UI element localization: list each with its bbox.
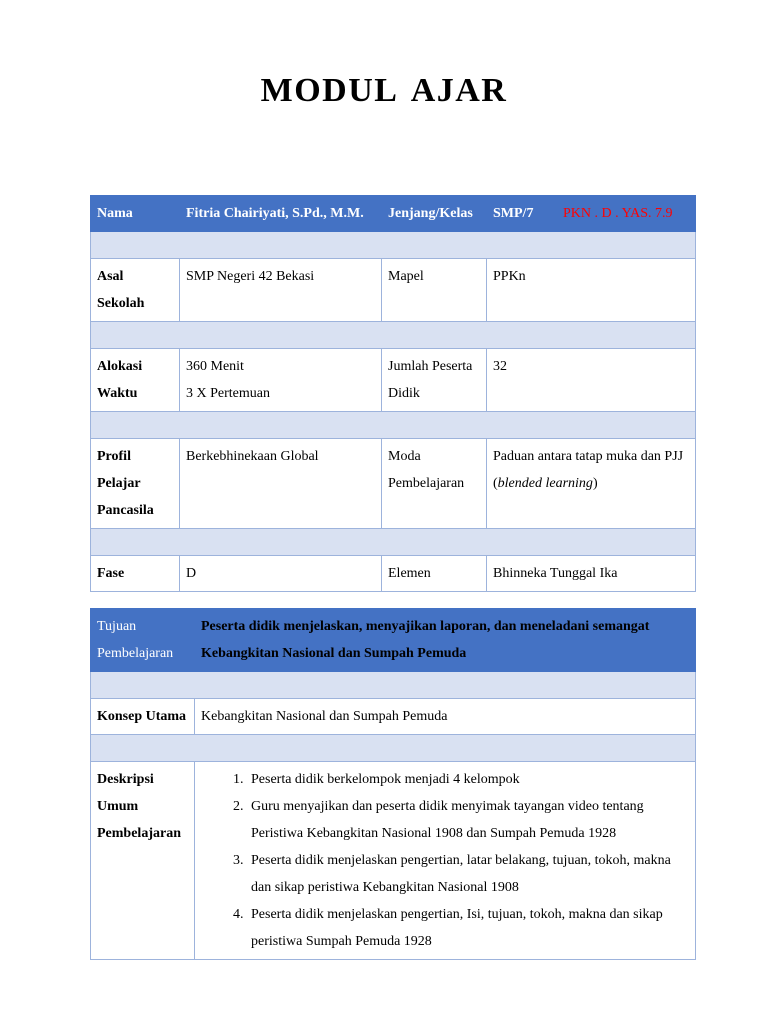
fase-label: Fase bbox=[91, 556, 180, 592]
fase-value: D bbox=[180, 556, 382, 592]
document-title: MODUL AJAR bbox=[260, 72, 508, 109]
stripe-row bbox=[91, 672, 696, 699]
mapel-value: PPKn bbox=[487, 259, 696, 322]
identity-header-row bbox=[91, 196, 696, 232]
identity-table bbox=[90, 195, 696, 592]
moda-value-suffix: ) bbox=[592, 476, 598, 491]
deskripsi-row bbox=[91, 762, 696, 960]
konsep-value: Kebangkitan Nasional dan Sumpah Pemuda bbox=[195, 699, 696, 735]
asal-value: SMP Negeri 42 Bekasi bbox=[180, 259, 382, 322]
elemen-label: Elemen bbox=[382, 556, 487, 592]
moda-value-italic: blended learning bbox=[497, 476, 593, 491]
profil-label: Profil Pelajar Pancasila bbox=[91, 439, 180, 529]
stripe-row bbox=[91, 412, 696, 439]
list-item: 1. Peserta didik berkelompok menjadi 4 kelompok bbox=[247, 766, 689, 793]
list-item: 4. Peserta didik menjelaskan pengertian, Isi, tujuan, tokoh, makna dan sikap peristiwa Sumpah Pemuda 1928 bbox=[247, 901, 689, 955]
moda-value-prefix: Paduan antara tatap muka dan PJJ ( bbox=[493, 449, 684, 491]
moda-value bbox=[487, 439, 696, 529]
nama-value: Fitria Chairiyati, S.Pd., M.M. bbox=[180, 196, 382, 232]
list-item: 3. Peserta didik menjelaskan pengertian, latar belakang, tujuan, tokoh, makna dan sikap peristiwa Kebangkitan Nasional 1908 bbox=[247, 847, 689, 901]
tujuan-row bbox=[91, 609, 696, 672]
tujuan-label: Tujuan Pembelajaran bbox=[91, 609, 195, 672]
stripe-row bbox=[91, 529, 696, 556]
alokasi-row bbox=[91, 349, 696, 412]
jenjang-label: Jenjang/Kelas bbox=[382, 196, 487, 232]
alokasi-value bbox=[180, 349, 382, 412]
jumlah-value: 32 bbox=[487, 349, 696, 412]
elemen-value: Bhinneka Tunggal Ika bbox=[487, 556, 696, 592]
list-item: 2. Guru menyajikan dan peserta didik menyimak tayangan video tentang Peristiwa Kebangkitan Nasional 1908 dan Sumpah Pemuda 1928 bbox=[247, 793, 689, 847]
konsep-label: Konsep Utama bbox=[91, 699, 195, 735]
module-code: PKN . D . YAS. 7.9 bbox=[557, 196, 696, 232]
stripe-row bbox=[91, 322, 696, 349]
profil-value: Berkebhinekaan Global bbox=[180, 439, 382, 529]
asal-row bbox=[91, 259, 696, 322]
jenjang-value: SMP/7 bbox=[487, 196, 557, 232]
deskripsi-label: Deskripsi Umum Pembelajaran bbox=[91, 762, 195, 960]
profil-row bbox=[91, 439, 696, 529]
learning-table bbox=[90, 608, 696, 960]
asal-label: Asal Sekolah bbox=[91, 259, 180, 322]
fase-row bbox=[91, 556, 696, 592]
mapel-label: Mapel bbox=[382, 259, 487, 322]
steps-list bbox=[221, 766, 689, 955]
moda-label: Moda Pembelajaran bbox=[382, 439, 487, 529]
stripe-row bbox=[91, 232, 696, 259]
alokasi-label: Alokasi Waktu bbox=[91, 349, 180, 412]
alokasi-value-minutes: 360 Menit bbox=[186, 359, 244, 374]
nama-label: Nama bbox=[91, 196, 180, 232]
tujuan-value: Peserta didik menjelaskan, menyajikan laporan, dan meneladani semangat Kebangkitan Nasional dan Sumpah Pemuda bbox=[195, 609, 696, 672]
konsep-row bbox=[91, 699, 696, 735]
stripe-row bbox=[91, 735, 696, 762]
jumlah-label: Jumlah Peserta Didik bbox=[382, 349, 487, 412]
deskripsi-value bbox=[195, 762, 696, 960]
alokasi-value-sessions: 3 X Pertemuan bbox=[186, 386, 270, 401]
